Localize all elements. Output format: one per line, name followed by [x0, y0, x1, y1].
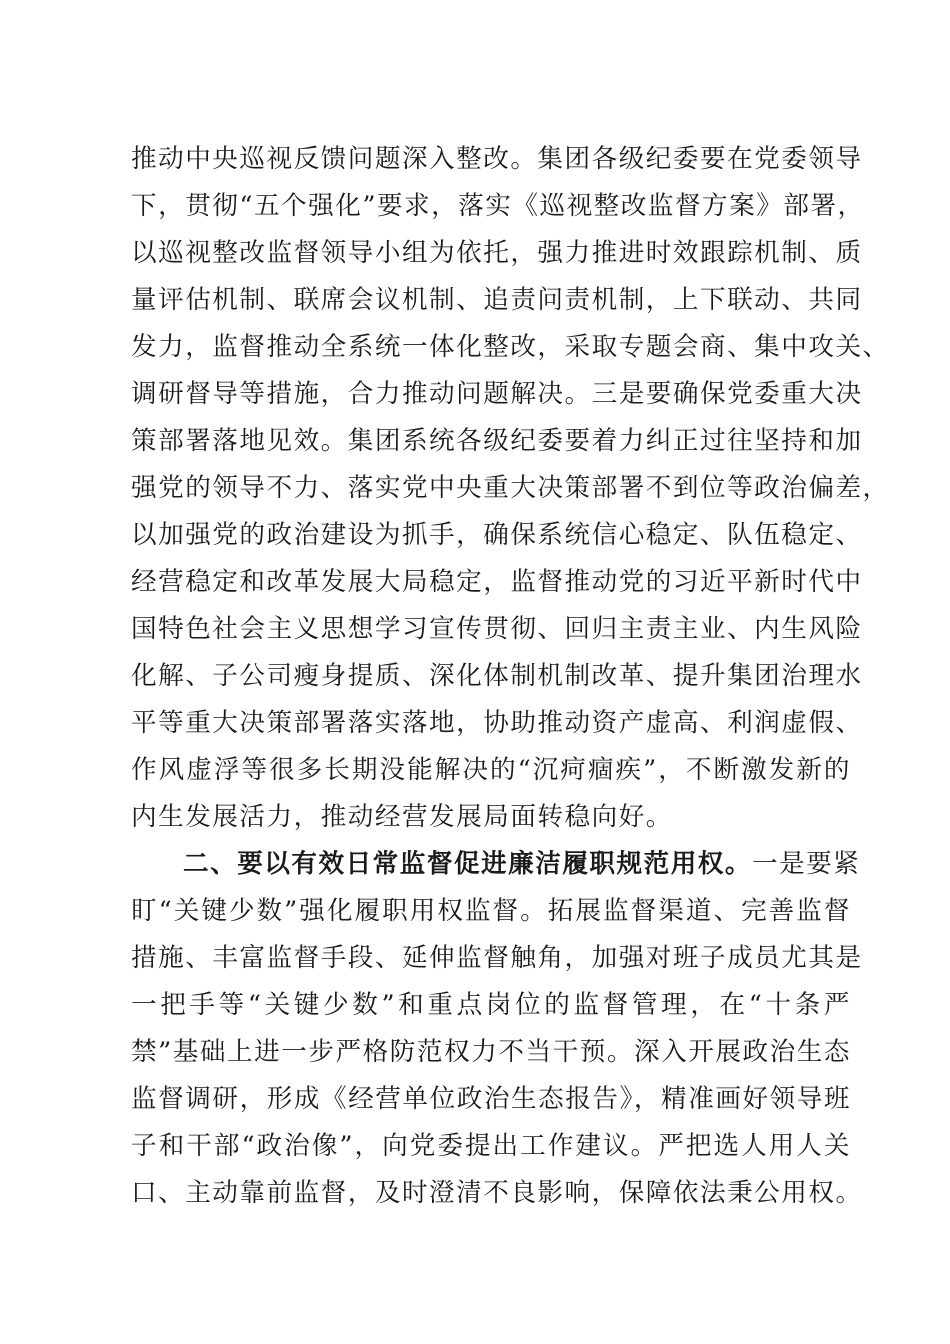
text-line: 发力，监督推动全系统一体化整改，采取专题会商、集中攻关、	[131, 332, 890, 362]
text-line: 口、主动靠前监督，及时澄清不良影响，保障依法秉公用权。	[131, 1178, 863, 1208]
text-run: 一是要紧	[751, 849, 861, 879]
text-line: 内生发展活力，推动经营发展局面转稳向好。	[131, 802, 673, 832]
text-line: 以加强党的政治建设为抓手，确保系统信心稳定、队伍稳定、	[131, 520, 863, 550]
text-line: 策部署落地见效。集团系统各级纪委要着力纠正过往坚持和加	[131, 426, 863, 456]
text-line: 一把手等“关键少数”和重点岗位的监督管理，在“十条严	[131, 990, 851, 1020]
section-heading: 二、要以有效日常监督促进廉洁履职规范用权。	[183, 849, 752, 879]
text-line: 子和干部“政治像”，向党委提出工作建议。严把选人用人关	[131, 1131, 851, 1161]
paragraph-2-first-line	[183, 844, 861, 884]
text-line: 禁”基础上进一步严格防范权力不当干预。深入开展政治生态	[131, 1037, 851, 1067]
text-line: 调研督导等措施，合力推动问题解决。三是要确保党委重大决	[131, 379, 863, 409]
text-line: 盯“关键少数”强化履职用权监督。拓展监督渠道、完善监督	[131, 896, 851, 926]
text-line: 下，贯彻“五个强化”要求，落实《巡视整改监督方案》部署，	[131, 191, 865, 221]
text-line: 措施、丰富监督手段、延伸监督触角，加强对班子成员尤其是	[131, 943, 863, 973]
text-line: 以巡视整改监督领导小组为依托，强力推进时效跟踪机制、质	[131, 238, 863, 268]
text-line: 国特色社会主义思想学习宣传贯彻、回归主责主业、内生风险	[131, 614, 863, 644]
text-line: 强党的领导不力、落实党中央重大决策部署不到位等政治偏差，	[131, 473, 890, 503]
text-line: 平等重大决策部署落实落地，协助推动资产虚高、利润虚假、	[131, 708, 863, 738]
text-line: 推动中央巡视反馈问题深入整改。集团各级纪委要在党委领导	[131, 144, 863, 174]
text-line: 化解、子公司瘦身提质、深化体制机制改革、提升集团治理水	[131, 661, 863, 691]
text-line: 经营稳定和改革发展大局稳定，监督推动党的习近平新时代中	[131, 567, 863, 597]
text-line: 作风虚浮等很多长期没能解决的“沉疴痼疾”，不断激发新的	[131, 755, 851, 785]
text-line: 量评估机制、联席会议机制、追责问责机制，上下联动、共同	[131, 285, 863, 315]
text-line: 监督调研，形成《经营单位政治生态报告》，精准画好领导班	[131, 1084, 851, 1114]
